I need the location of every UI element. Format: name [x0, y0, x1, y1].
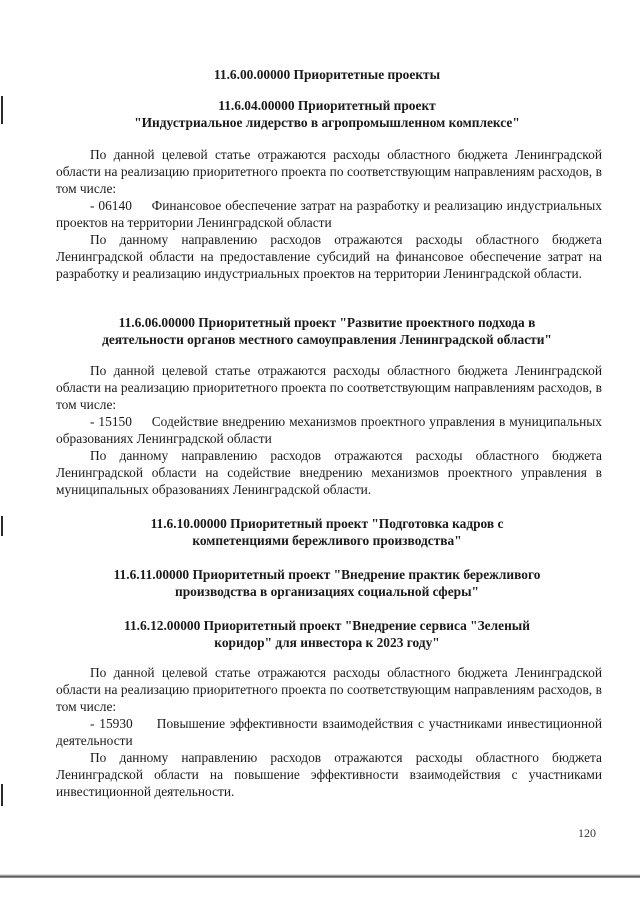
paragraph: По данному направлению расходов отражаются расходы областного бюджета Ленинградской области на предоставление субсидий на финансовое обеспечение затрат на разработку и реализацию индустриальных проектов на территории Ленинградской области. [56, 232, 602, 281]
heading-line: производства в организациях социальной сферы" [175, 584, 479, 599]
scan-edge-mark [1, 784, 3, 806]
heading-line: 11.6.04.00000 Приоритетный проект [218, 98, 436, 113]
paragraph: По данной целевой статье отражаются расходы областного бюджета Ленинградской области на реализацию приоритетного проекта по соответствующим направлениям расходов, в том числе: [56, 147, 602, 196]
item-code: - 06140 [90, 198, 132, 213]
section-heading-1 [52, 97, 602, 131]
paragraph-item: - 15930 Повышение эффективности взаимодействия с участниками инвестиционной деятельности [56, 716, 602, 748]
heading-line: компетенциями бережливого производства" [192, 533, 462, 548]
page-number: 120 [578, 826, 596, 840]
heading-line: 11.6.10.00000 Приоритетный проект "Подготовка кадров с [150, 516, 504, 531]
section-heading-3 [52, 515, 602, 549]
scan-edge-mark [1, 516, 3, 536]
scan-bottom-margin [0, 878, 640, 905]
scan-edge-mark [1, 96, 3, 124]
heading-line: 11.6.11.00000 Приоритетный проект "Внедрение практик бережливого [113, 567, 541, 582]
item-code: - 15930 [90, 716, 133, 731]
heading-line: коридор" для инвестора к 2023 году" [214, 635, 440, 650]
heading-line: 11.6.12.00000 Приоритетный проект "Внедрение сервиса "Зеленый [124, 618, 530, 633]
heading-line: 11.6.06.00000 Приоритетный проект "Развитие проектного подхода в [118, 315, 536, 330]
paragraph: По данной целевой статье отражаются расходы областного бюджета Ленинградской области на реализацию приоритетного проекта по соответствующим направлениям расходов, в том числе: [56, 363, 602, 412]
paragraph: По данному направлению расходов отражаются расходы областного бюджета Ленинградской области на содействие внедрению механизмов проектного управления в муниципальных образованиях Ленинградской области. [56, 448, 602, 497]
paragraph-item: - 15150 Содействие внедрению механизмов проектного управления в муниципальных образованиях Ленинградской области [56, 414, 602, 446]
paragraph-item: - 06140 Финансовое обеспечение затрат на разработку и реализацию индустриальных проектов на территории Ленинградской области [56, 198, 602, 230]
section-heading-4 [52, 566, 602, 600]
heading-line: деятельности органов местного самоуправления Ленинградской области" [102, 332, 552, 347]
section-heading-5 [52, 617, 602, 651]
paragraph: По данному направлению расходов отражаются расходы областного бюджета Ленинградской области на повышение эффективности взаимодействия с участниками инвестиционной деятельности. [56, 750, 602, 799]
heading-line: "Индустриальное лидерство в агропромышленном комплексе" [134, 115, 520, 130]
section-heading-2 [52, 314, 602, 348]
paragraph: По данной целевой статье отражаются расходы областного бюджета Ленинградской области на реализацию приоритетного проекта по соответствующим направлениям расходов, в том числе: [56, 665, 602, 714]
item-code: - 15150 [90, 414, 132, 429]
section-heading-main: 11.6.00.00000 Приоритетные проекты [213, 67, 441, 82]
